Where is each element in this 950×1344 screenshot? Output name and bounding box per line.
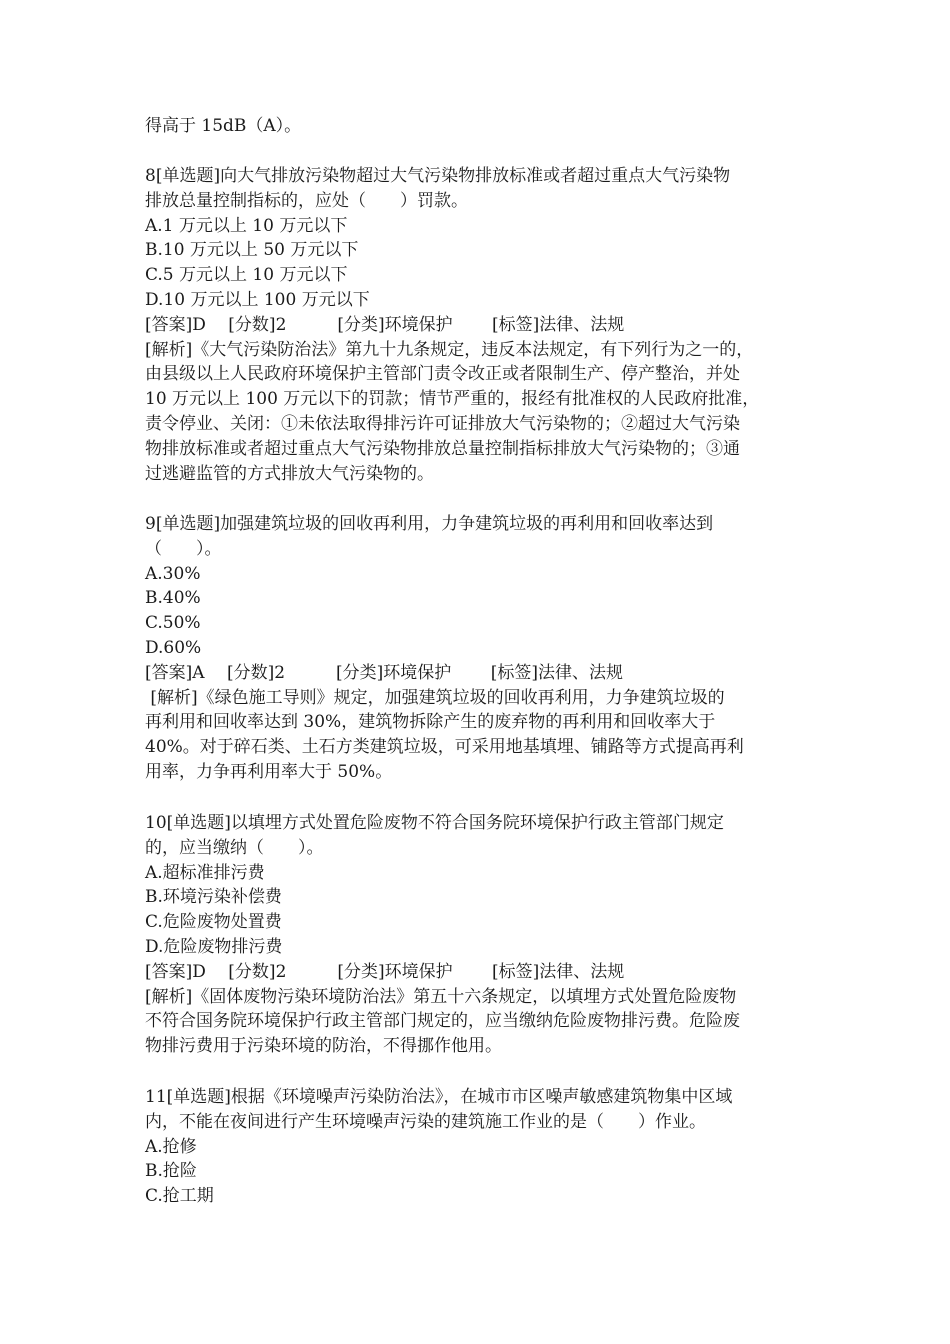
option-b: B.10 万元以上 50 万元以下 <box>145 240 359 261</box>
continuation-text <box>145 114 815 139</box>
option-a: A.30% <box>145 563 201 584</box>
question-stem-line: 排放总量控制指标的，应处（ ）罚款。 <box>145 190 468 211</box>
question-11 <box>145 1085 815 1209</box>
analysis-line: 责令停业、关闭：①未依法取得排污许可证排放大气污染物的；②超过大气污染 <box>145 413 740 434</box>
question-10 <box>145 811 815 1059</box>
continuation-line: 得高于 15dB（A）。 <box>145 116 302 136</box>
question-stem-line: 的，应当缴纳（ ）。 <box>145 837 324 858</box>
answer-meta: [答案]D [分数]2 [分类]环境保护 [标签]法律、法规 <box>145 314 625 335</box>
question-stem-line: 8[单选题]向大气排放污染物超过大气污染物排放标准或者超过重点大气污染物 <box>145 166 731 186</box>
option-a: A.1 万元以上 10 万元以下 <box>145 215 348 236</box>
analysis-line: [解析]《固体废物污染环境防治法》第五十六条规定，以填埋方式处置危险废物 <box>145 986 737 1007</box>
analysis-line: 由县级以上人民政府环境保护主管部门责令改正或者限制生产、停产整治，并处 <box>145 364 740 385</box>
analysis-line: [解析]《绿色施工导则》规定，加强建筑垃圾的回收再利用，力争建筑垃圾的 <box>145 687 725 708</box>
option-c: C.5 万元以上 10 万元以下 <box>145 265 348 286</box>
question-9 <box>145 512 815 785</box>
analysis-line: 10 万元以上 100 万元以下的罚款；情节严重的，报经有批准权的人民政府批准， <box>145 389 760 410</box>
option-d: D.危险废物排污费 <box>145 936 283 957</box>
option-a: A.抢修 <box>145 1136 197 1157</box>
option-b: B.环境污染补偿费 <box>145 887 282 908</box>
question-stem-line: 11[单选题]根据《环境噪声污染防治法》，在城市市区噪声敏感建筑物集中区域 <box>145 1087 733 1107</box>
question-stem-line: 10[单选题]以填埋方式处置危险废物不符合国务院环境保护行政主管部门规定 <box>145 813 724 833</box>
analysis-line: 用率，力争再利用率大于 50%。 <box>145 761 393 782</box>
option-b: B.抢险 <box>145 1161 197 1182</box>
answer-meta: [答案]D [分数]2 [分类]环境保护 [标签]法律、法规 <box>145 961 625 982</box>
analysis-line: 不符合国务院环境保护行政主管部门规定的，应当缴纳危险废物排污费。危险废 <box>145 1011 740 1032</box>
question-stem-line: 9[单选题]加强建筑垃圾的回收再利用，力争建筑垃圾的再利用和回收率达到 <box>145 514 714 534</box>
question-stem-line: 内，不能在夜间进行产生环境噪声污染的建筑施工作业的是（ ）作业。 <box>145 1111 706 1132</box>
option-a: A.超标准排污费 <box>145 862 265 883</box>
option-b: B.40% <box>145 588 201 609</box>
option-d: D.60% <box>145 637 202 658</box>
analysis-line: 过逃避监管的方式排放大气污染物的。 <box>145 463 434 484</box>
option-c: C.50% <box>145 613 201 634</box>
question-8 <box>145 164 815 486</box>
analysis-line: 40%。对于碎石类、土石方类建筑垃圾，可采用地基填埋、铺路等方式提高再利 <box>145 737 744 758</box>
analysis-line: 物排放标准或者超过重点大气污染物排放总量控制指标排放大气污染物的；③通 <box>145 438 740 459</box>
analysis-line: [解析]《大气污染防治法》第九十九条规定，违反本法规定，有下列行为之一的， <box>145 339 754 360</box>
analysis-line: 物排污费用于污染环境的防治，不得挪作他用。 <box>145 1036 502 1057</box>
answer-meta: [答案]A [分数]2 [分类]环境保护 [标签]法律、法规 <box>145 662 623 683</box>
question-stem-line: （ ）。 <box>145 538 222 559</box>
option-c: C.抢工期 <box>145 1186 214 1207</box>
analysis-line: 再利用和回收率达到 30%，建筑物拆除产生的废弃物的再利用和回收率大于 <box>145 712 716 733</box>
option-d: D.10 万元以上 100 万元以下 <box>145 289 370 310</box>
option-c: C.危险废物处置费 <box>145 912 282 933</box>
